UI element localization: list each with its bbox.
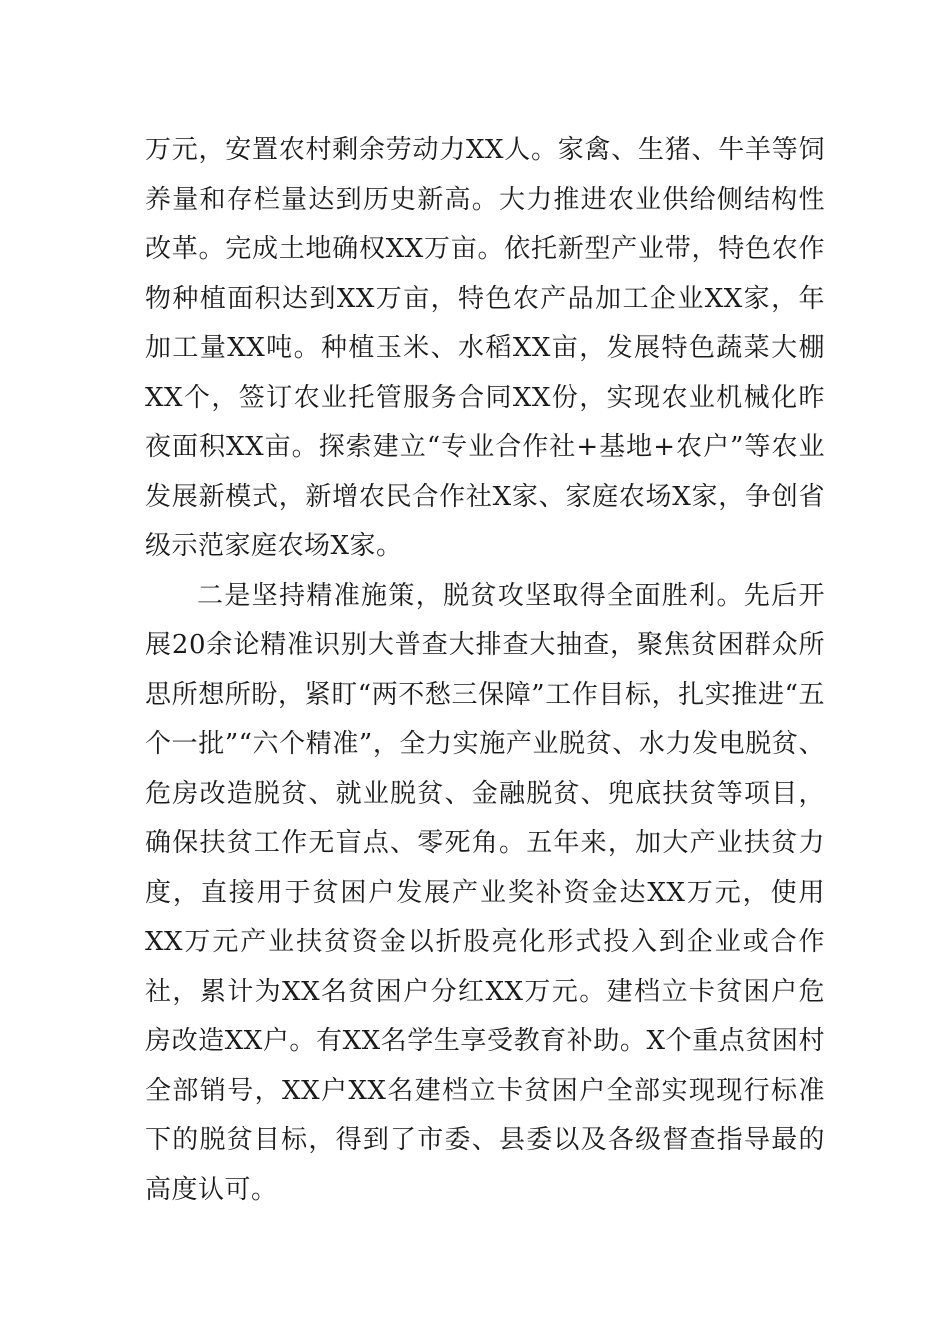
paragraph-continuation: 万元，安置农村剩余劳动力XX人。家禽、生猪、牛羊等饲养量和存栏量达到历史新高。大力推进农业供给侧结构性改革。完成土地确权XX万亩。依托新型产业带，特色农作物种植面积达到XX万亩，特色农产品加工企业XX家，年加工量XX吨。种植玉米、水稻XX亩，发展特色蔬菜大棚XX个，签订农业托管服务合同XX份，实现农业机械化昨夜面积XX亩。探索建立“专业合作社+基地+农户”等农业发展新模式，新增农民合作社X家、家庭农场X家，争创省级示范家庭农场X家。 (145, 135, 825, 561)
document-body (145, 126, 825, 1215)
paragraph-poverty-alleviation: 二是坚持精准施策，脱贫攻坚取得全面胜利。先后开展20余论精准识别大普查大排查大抽查，聚焦贫困群众所思所想所盼，紧盯“两不愁三保障”工作目标，扎实推进“五个一批”“六个精准”，全力实施产业脱贫、水力发电脱贫、危房改造脱贫、就业脱贫、金融脱贫、兜底扶贫等项目，确保扶贫工作无盲点、零死角。五年来，加大产业扶贫力度，直接用于贫困户发展产业奖补资金达XX万元，使用XX万元产业扶贫资金以折股亮化形式投入到企业或合作社，累计为XX名贫困户分红XX万元。建档立卡贫困户危房改造XX户。有XX名学生享受教育补助。X个重点贫困村全部销号，XX户XX名建档立卡贫困户全部实现现行标准下的脱贫目标，得到了市委、县委以及各级督查指导最的高度认可。 (145, 580, 825, 1205)
